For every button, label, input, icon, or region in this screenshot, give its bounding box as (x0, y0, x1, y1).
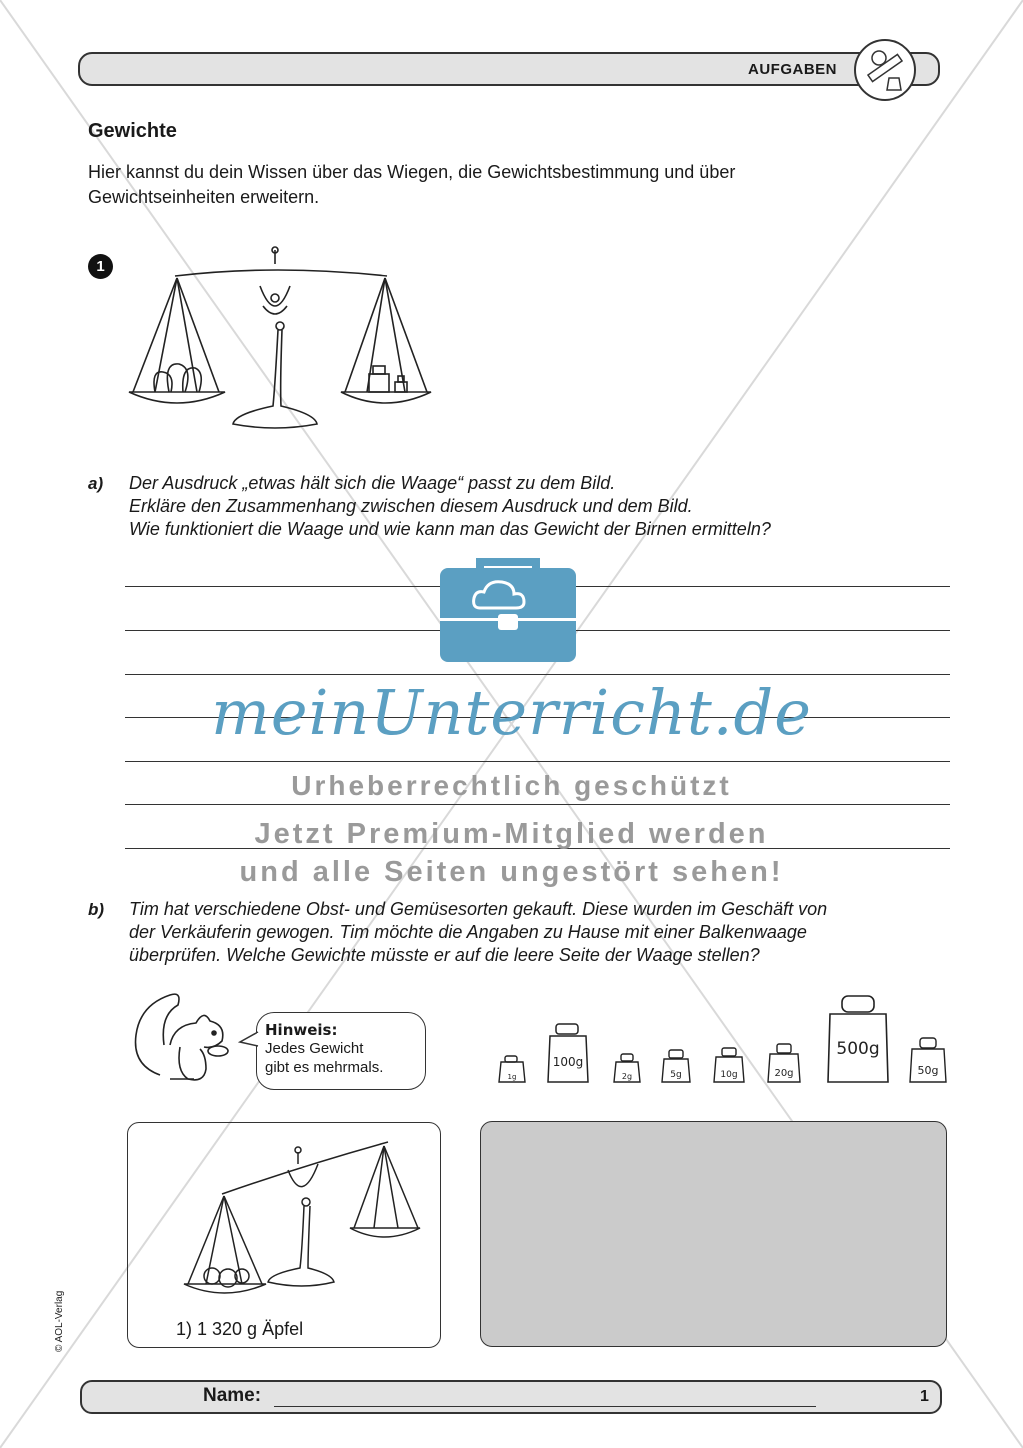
hint-line-2: gibt es mehrmals. (265, 1059, 384, 1076)
watermark-brand: meinUnterricht.de (211, 676, 812, 749)
weight-label: 10g (720, 1070, 738, 1080)
hint-title: Hinweis: (265, 1021, 338, 1039)
answer-line[interactable] (125, 761, 950, 762)
tilted-balance-scale-illustration (182, 1136, 422, 1306)
page-title: Gewichte (88, 120, 177, 142)
weight-label: 20g (774, 1068, 794, 1079)
task-a-line-3: Wie funktioniert die Waage und wie kann man das Gewicht der Birnen ermitteln? (129, 519, 771, 539)
exercise-1-label: 1) 1 320 g Äpfel (176, 1319, 304, 1339)
watermark-line-2: Jetzt Premium-Mitglied werden (254, 818, 769, 850)
weight-1g-icon (495, 1052, 529, 1086)
ruler-weight-emblem-icon (853, 38, 917, 102)
weight-2g-icon (612, 1050, 642, 1086)
weight-5g-icon (660, 1046, 692, 1086)
hint-line-1: Jedes Gewicht (265, 1040, 364, 1057)
hint-bubble (256, 1012, 426, 1090)
weight-label: 5g (670, 1070, 682, 1080)
copyright-text: © AOL-Verlag (54, 1290, 65, 1352)
answer-box[interactable] (480, 1121, 947, 1347)
watermark-line-1: Urheberrechtlich geschützt (291, 770, 732, 801)
name-input-line[interactable] (274, 1406, 816, 1407)
weight-label: 1g (507, 1073, 517, 1081)
weight-50g-icon (908, 1034, 948, 1086)
header-label: AUFGABEN (748, 61, 837, 78)
squirrel-icon (130, 985, 240, 1090)
task-b-line-2: der Verkäuferin gewogen. Tim möchte die Angaben zu Hause mit einer Balkenwaage (129, 922, 807, 942)
name-label: Name: (203, 1385, 262, 1406)
briefcase-logo-icon (438, 556, 578, 666)
answer-line[interactable] (125, 674, 950, 675)
balance-scale-illustration (125, 246, 445, 446)
weight-label: 2g (621, 1072, 633, 1081)
task-b-letter: b) (88, 900, 105, 919)
intro-text: Hier kannst du dein Wissen über das Wiegen, die Gewichtsbestimmung und über Gewichtseinheiten erweitern. (88, 162, 736, 207)
watermark-line-3: und alle Seiten ungestört sehen! (239, 856, 784, 888)
weight-10g-icon (712, 1044, 746, 1086)
page-number: 1 (920, 1388, 929, 1405)
task-a-line-1: Der Ausdruck „etwas hält sich die Waage“ passt zu dem Bild. (129, 473, 616, 493)
weight-500g-icon (826, 992, 890, 1086)
task-a-letter: a) (88, 474, 104, 493)
answer-line[interactable] (125, 804, 950, 805)
weight-label: 100g (552, 1055, 584, 1069)
task-b-line-1: Tim hat verschiedene Obst- und Gemüsesorten gekauft. Diese wurden im Geschäft von (129, 899, 828, 919)
bubble-tail (238, 1030, 260, 1050)
weight-label: 500g (836, 1039, 880, 1059)
weight-20g-icon (766, 1040, 802, 1086)
task-b-line-3: überprüfen. Welche Gewichte müsste er auf die leere Seite der Waage stellen? (129, 945, 760, 965)
task-number-badge: 1 (88, 254, 113, 279)
weight-label: 50g (917, 1064, 939, 1077)
task-a-line-2: Erkläre den Zusammenhang zwischen diesem Ausdruck und dem Bild. (129, 496, 693, 516)
weight-100g-icon (544, 1020, 592, 1086)
